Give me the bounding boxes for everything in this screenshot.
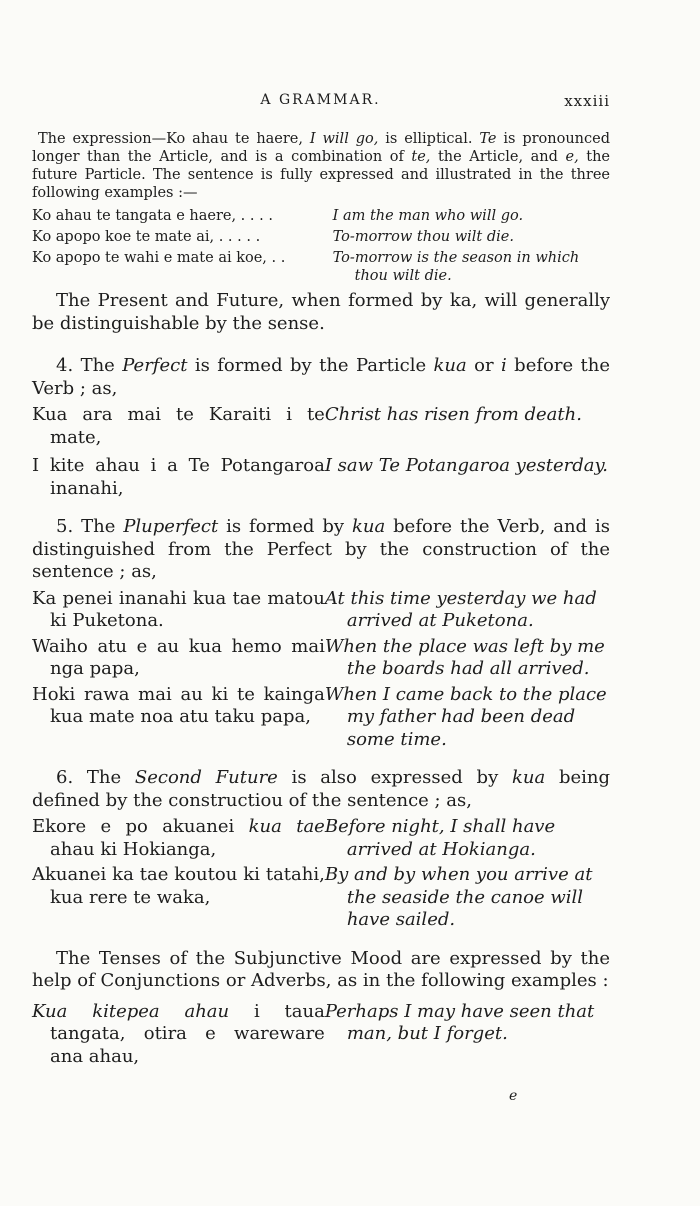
perfect-examples (32, 404, 610, 500)
second-future-text-a: 6. The (56, 767, 135, 788)
english-translation: To-morrow is the season in which thou wilt die. (332, 250, 580, 284)
signature-mark: e (509, 1088, 518, 1104)
pluperfect-text-c: before the Verb, and is distinguished from the Perfect by the construction of the sentence ; as, (32, 516, 611, 582)
intro-text-b: is elliptical. (378, 131, 480, 147)
intro-italic-c: te, (411, 149, 431, 165)
english-translation: Perhaps I may have seen that man, but I forget. (324, 1000, 595, 1044)
examples-list-1 (32, 207, 610, 285)
second-future-italic-b: kua (511, 767, 546, 788)
maori-example: Waiho atu e au kua hemo mai nga papa, (32, 635, 325, 679)
example-row (32, 1001, 610, 1069)
maori-example: I kite ahau i a Te Potangaroa inanahi, (32, 455, 325, 499)
example-row (32, 588, 610, 633)
page-body (32, 130, 610, 1068)
example-row (32, 455, 610, 500)
pluperfect-text-b: is formed by (218, 516, 352, 537)
maori-example (32, 1001, 325, 1069)
second-future-text-c: being defined by the constructiou of the sentence ; as, (32, 767, 610, 811)
maori-example: Ka penei inanahi kua tae matou ki Puketona. (32, 587, 325, 631)
perfect-italic-c: i (501, 355, 507, 376)
maori-example: Ko apopo koe te mate ai, . . . . . (32, 229, 261, 245)
intro-text-d: the Article, and (430, 149, 566, 165)
maori-example: Ko ahau te tangata e haere, . . . . (32, 208, 273, 224)
pluperfect-italic-b: kua (351, 516, 386, 537)
example-row (32, 207, 610, 225)
second-future-text-b: is also expressed by (277, 767, 512, 788)
present-future-paragraph: The Present and Future, when formed by ka, will generally be distinguishable by the sense. (32, 290, 610, 334)
maori-text-b: i taua tangata, otira e wareware ana ahau, (50, 1000, 325, 1067)
subjunctive-paragraph: The Tenses of the Subjunctive Mood are expressed by the help of Conjunctions or Adverbs, as in the following examples : (32, 947, 610, 991)
pluperfect-text-a: 5. The (56, 516, 124, 537)
perfect-text-b: is formed by the Particle (187, 355, 434, 376)
english-translation: Christ has risen from death. (324, 404, 582, 425)
subjunctive-examples (32, 1001, 610, 1069)
english-translation: When the place was left by me the boards had all arrived. (324, 635, 605, 679)
example-row (32, 228, 610, 246)
second-future-italic-a: Second Future (134, 767, 278, 788)
maori-italic: Kua kitepea ahau (32, 1000, 230, 1022)
english-translation: When I came back to the place my father had been dead some time. (324, 683, 607, 750)
intro-text-c: is pronounced longer than the Article, and is a combination of (32, 131, 610, 165)
maori-example: Kua ara mai te Karaiti i te mate, (32, 404, 325, 448)
maori-text-a: Akuanei ka tae koutou ki tatahi, kua rere te waka, (32, 864, 325, 908)
intro-text-e: the future Particle. The sentence is fully expressed and illustrated in the three following examples :— (32, 149, 610, 201)
maori-example (32, 816, 325, 861)
pluperfect-paragraph (32, 516, 610, 584)
example-row (32, 249, 610, 285)
second-future-paragraph (32, 767, 610, 812)
maori-text-a: Ekore e po akuanei (32, 816, 249, 837)
english-translation: By and by when you arrive at the seaside the canoe will have sailed. (324, 864, 593, 930)
example-row (32, 684, 610, 752)
example-row (32, 636, 610, 681)
intro-italic-a: I will go, (309, 131, 379, 147)
example-row (32, 404, 610, 449)
page-number: xxxiii (564, 92, 610, 110)
english-translation: I am the man who will go. (332, 208, 524, 224)
maori-text-b: ahau ki Hokianga, (50, 838, 217, 860)
intro-paragraph (32, 130, 610, 202)
perfect-paragraph (32, 355, 610, 400)
english-translation: Before night, I shall have arrived at Hokianga. (324, 816, 556, 860)
perfect-text-c: or (466, 355, 502, 376)
pluperfect-italic-a: Pluperfect (123, 516, 219, 537)
maori-example: Hoki rawa mai au ki te kainga kua mate noa atu taku papa, (32, 683, 325, 727)
running-title: A GRAMMAR. (260, 92, 381, 108)
second-future-examples (32, 816, 610, 932)
example-row (32, 864, 610, 932)
intro-text-a: The expression—Ko ahau te haere, (38, 131, 310, 147)
english-translation: I saw Te Potangaroa yesterday. (324, 455, 608, 476)
example-row (32, 816, 610, 861)
maori-italic: kua tae (248, 816, 325, 837)
pluperfect-examples (32, 588, 610, 752)
perfect-italic-a: Perfect (122, 355, 188, 376)
intro-italic-b: Te (479, 131, 497, 147)
maori-example: Ko apopo te wahi e mate ai koe, . . (32, 250, 286, 266)
maori-example (32, 864, 325, 932)
english-translation: To-morrow thou wilt die. (332, 229, 514, 245)
perfect-text-d: before the Verb ; as, (32, 355, 611, 399)
page-header (31, 92, 610, 116)
perfect-text-a: 4. The (56, 355, 123, 376)
intro-italic-d: e, (565, 149, 579, 165)
perfect-italic-b: kua (433, 355, 467, 376)
english-translation: At this time yesterday we had arrived at Puketona. (324, 587, 597, 631)
